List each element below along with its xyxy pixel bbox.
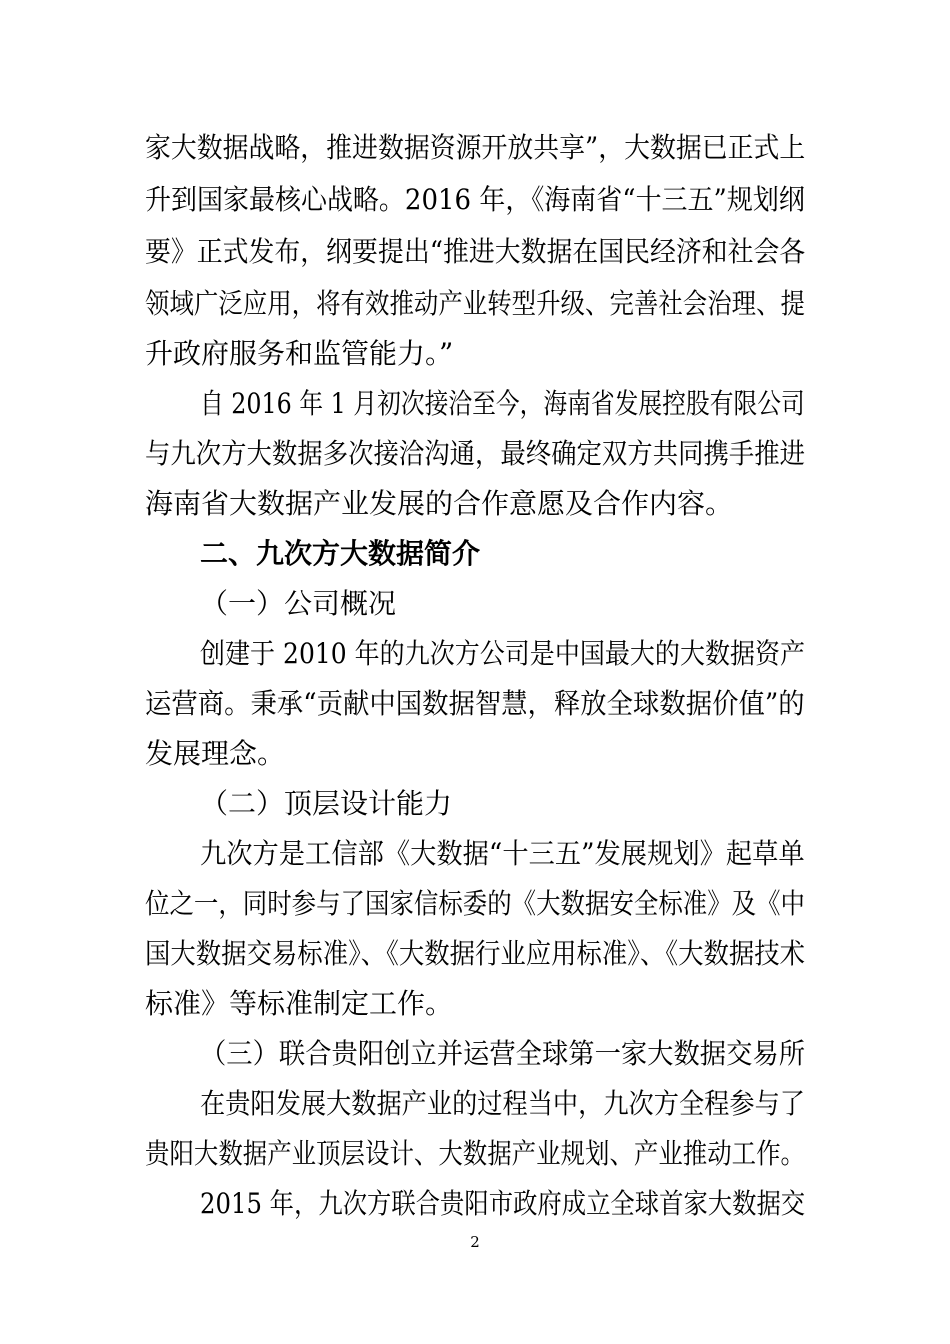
text-line-3: 要》正式发布，纲要提出“推进大数据在国民经济和社会各	[145, 235, 806, 268]
text-line-4: 领域广泛应用，将有效推动产业转型升级、完善社会治理、提	[145, 287, 806, 320]
text-line-16: 位之一，同时参与了国家信标委的《大数据安全标准》及《中	[145, 887, 806, 920]
subsection-heading-1: （一）公司概况	[200, 587, 397, 620]
text-line-7: 与九次方大数据多次接洽沟通，最终确定双方共同携手推进	[145, 437, 806, 470]
text-line-17: 国大数据交易标准》、《大数据行业应用标准》、《大数据技术	[145, 937, 806, 970]
text-line-12: 运营商。秉承“贡献中国数据智慧，释放全球数据价值”的	[145, 687, 805, 720]
subsection-heading-2: （二）顶层设计能力	[200, 787, 453, 820]
text-line-2: 升到国家最核心战略。2016 年，《海南省“十三五”规划纲	[145, 183, 805, 216]
text-line-21: 贵阳大数据产业顶层设计、大数据产业规划、产业推动工作。	[145, 1137, 806, 1170]
text-line-11: 创建于 2010 年的九次方公司是中国最大的大数据资产	[200, 637, 806, 670]
text-line-15: 九次方是工信部《大数据“十三五”发展规划》起草单	[200, 837, 805, 870]
text-line-1: 家大数据战略，推进数据资源开放共享”，大数据已正式上	[145, 131, 806, 164]
subsection-heading-3: （三）联合贵阳创立并运营全球第一家大数据交易所	[200, 1037, 806, 1070]
text-line-20: 在贵阳发展大数据产业的过程当中，九次方全程参与了	[200, 1087, 806, 1120]
text-line-22: 2015 年，九次方联合贵阳市政府成立全球首家大数据交	[200, 1187, 806, 1220]
text-line-8: 海南省大数据产业发展的合作意愿及合作内容。	[145, 487, 734, 520]
text-line-18: 标准》等标准制定工作。	[145, 987, 454, 1020]
text-line-13: 发展理念。	[145, 737, 286, 770]
text-line-5: 升政府服务和监管能力。”	[145, 337, 454, 370]
text-line-6: 自 2016 年 1 月初次接洽至今，海南省发展控股有限公司	[200, 387, 805, 420]
page-number: 2	[470, 1233, 480, 1251]
section-heading: 二、九次方大数据简介	[200, 537, 481, 570]
